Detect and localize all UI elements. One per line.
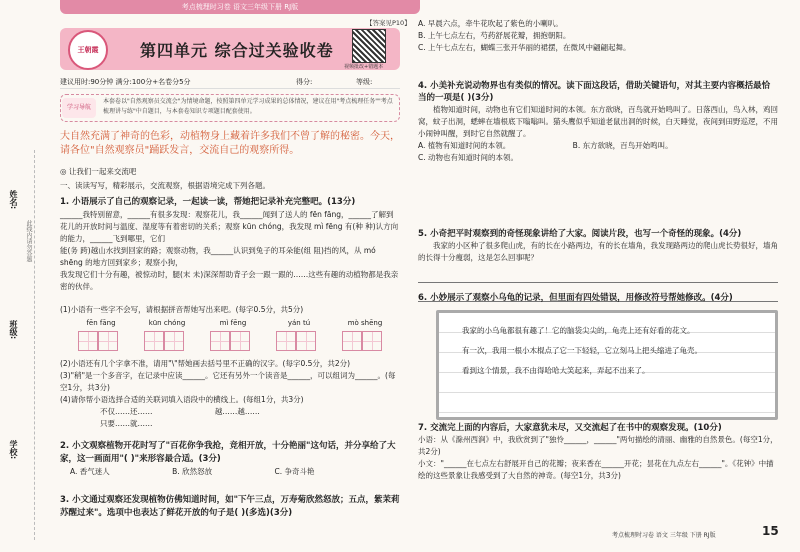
score-field: 得分: — [296, 78, 313, 86]
writing-grid — [70, 331, 400, 353]
pinyin-1: fēn fāng — [86, 319, 116, 327]
q5-text: 我家的小区种了很多爬山虎，有的长在小路两边，有的长在墙角，我发现路两边的爬山虎长势很好，墙角的长得十分瘦弱，这是怎么回事呢？ — [418, 241, 778, 262]
q6-box — [436, 310, 778, 420]
q4-title: 4. 小美补充说动物界也有类似的情况。读下面这段话，借助关键语句，对其主要内容概括最恰当的一项是( )(3分) — [418, 81, 771, 103]
tip-box — [60, 94, 400, 122]
grid-cell[interactable] — [144, 331, 164, 351]
conj-row — [60, 406, 400, 430]
time-info: 建议用时:90分钟 满分:100分+名卷分5分 — [60, 78, 191, 86]
q1-p1: ______我特别留意，______有很多发现：观察花儿，我______闻到了送人的 fēn fāng，______了解到花儿的开放时间与温度、湿度等有着密切的关系；观察 kūn chóng，我发现 mì fēng 有(种 种)认方向的能力，______飞到哪里，它们 — [60, 210, 399, 243]
q4-option-a[interactable]: A. 植物有知道时间的本领。 — [418, 141, 511, 150]
q4-option-b[interactable]: B. 东方欲晓，百鸟开始鸣叫。 — [572, 141, 673, 150]
q1-sub4: (4)请你帮小语选择合适的关联词填入语段中的横线上。(每组1分，共3分) — [60, 395, 304, 404]
conj-2: 越……越…… — [214, 407, 260, 416]
grid-cell[interactable] — [276, 331, 296, 351]
grid-cell[interactable] — [164, 331, 184, 351]
question-5 — [418, 228, 778, 302]
top-strip: 考点梳理时习卷 语文三年级下册 RJ版 — [60, 0, 420, 14]
grid-cell[interactable] — [210, 331, 230, 351]
right-option-a[interactable]: A. 早晨六点，牵牛花吹起了紫色的小喇叭。 — [418, 19, 563, 28]
grid-cell[interactable] — [296, 331, 316, 351]
q2-option-b[interactable]: B. 欣然怒放 — [172, 467, 213, 476]
cut-line — [34, 150, 35, 540]
name-label: 姓名: — [9, 190, 18, 210]
q5-title: 5. 小奇把平时观察到的奇怪现象讲给了大家。阅读片段，也写一个奇怪的现象。(4分) — [418, 229, 742, 239]
info-bar — [60, 76, 400, 89]
right-option-c[interactable]: C. 上午七点左右，蝴蝶三张开华丽的裙摆，在微风中翩翩起舞。 — [418, 43, 631, 52]
answer-ref: 【答案见P10】 — [366, 19, 411, 27]
q1-sub2: (2)小语还有几个字拿不准，请用"\"帮她画去括号里不正确的汉字。(每字0.5分，共2分) — [60, 359, 351, 368]
q7-a: 小语：从《滁州西涧》中，我欣赏到了"独怜______，______"两句描绘的清丽、幽雅的自然景色。(每空1分，共2分) — [418, 435, 778, 456]
right-options — [418, 18, 778, 54]
q1-sub3: (3)"稍"是一个多音字，在记录中应读______。它还有另外一个读音是______，可以组词为______。(每空1分，共3分) — [60, 371, 396, 392]
grid-cell[interactable] — [342, 331, 362, 351]
q1-sub1 — [60, 304, 400, 316]
tip-badge: 学习导航 — [62, 98, 96, 118]
left-margin — [0, 0, 38, 552]
class-label: 班级: — [9, 320, 18, 340]
q2-option-a[interactable]: A. 香气迷人 — [70, 467, 110, 476]
question-1 — [60, 196, 400, 293]
tip-text: 本套卷以"自然观察员交流会"为情境命题，按照第四单元学习成果的总体情况，建议在用"考点梳理任务""考点梳理讲与练"中自题目，与本套卷知识专项题目配套使用。 — [103, 98, 393, 115]
pinyin-2: kūn chóng — [148, 319, 186, 327]
intro2 — [60, 166, 400, 178]
q2-title: 2. 小文观察植物开花时写了"百花你争我抢，竞相开放，十分艳丽"这句话，并分享给了大家，这一画面用"( )"来形容最合适。(3分) — [60, 441, 396, 464]
q6-line-2[interactable]: 有一次，我用一根小木棍点了它一下轻轻，它立刻马上把头缩进了龟壳。 — [462, 346, 702, 355]
instruction — [60, 180, 400, 192]
footer-text: 考点梳理时习卷 语文 三年级 下册 RJ版 — [612, 532, 716, 539]
question-6 — [418, 292, 778, 304]
q1-title: 1. 小语展示了自己的观察记录，一起读一读，帮她把记录补充完整吧。(13分) — [60, 197, 356, 207]
conj-3: 只要……就…… — [100, 419, 153, 428]
pinyin-4: yán tú — [287, 319, 311, 327]
question-7 — [418, 422, 778, 482]
q2-options — [60, 466, 400, 478]
q5-answer-line[interactable] — [418, 264, 778, 283]
grid-cell[interactable] — [362, 331, 382, 351]
conj-1: 不仅……还…… — [100, 407, 153, 416]
grid-cell[interactable] — [98, 331, 118, 351]
school-label: 学校: — [9, 440, 18, 460]
qr-code-icon[interactable] — [352, 29, 386, 63]
grid-cell[interactable] — [78, 331, 98, 351]
grade-field: 等级: — [356, 78, 373, 86]
q6-line-3[interactable]: 看到这个情景，我不由得哈哈大笑起来，弄起不出来了。 — [462, 366, 650, 375]
q2-option-c[interactable]: C. 争奇斗艳 — [274, 467, 315, 476]
logo: 王朝霞 — [68, 30, 108, 70]
q6-title: 6. 小妙展示了观察小乌龟的记录，但里面有四处错误，用修改符号帮她修改。(4分) — [418, 293, 733, 303]
q1-sub1-text: (1)小语有一些字不会写，请根据拼音帮她写出来吧。(每字0.5分，共5分) — [60, 305, 304, 314]
question-4 — [418, 80, 778, 164]
q4-options — [418, 140, 778, 152]
intro-text: 大自然充满了神奇的色彩，动植物身上藏着许多我们不曾了解的秘密。今天，请各位"自然观察员"踊跃发言，交流自己的观察所得。 — [60, 131, 400, 156]
grid-cell[interactable] — [230, 331, 250, 351]
q1-p3: 我发现它们十分有趣，被惊动时，腿(末 未)深深帮助背子会一跟一跟的……这些有趣的动植物都是我亲密的伙伴。 — [60, 270, 399, 291]
question-3 — [60, 494, 400, 520]
intro2-text: ◎ 让我们一起来交流吧 — [60, 167, 137, 176]
qr-caption: 视频批改+错题本 — [344, 64, 384, 70]
q1-sub-rest — [60, 358, 400, 430]
unit-title: 第四单元 综合过关验收卷 — [140, 41, 334, 60]
right-option-b[interactable]: B. 上午七点左右，芍药舒展花瓣，拥抱朝阳。 — [418, 31, 571, 40]
pinyin-5: mò shēng — [347, 319, 383, 327]
page-number: 15 — [762, 524, 779, 538]
q6-line-1[interactable]: 我家的小乌龟都很有趣了！它的脑袋尖尖的，龟壳上还有好看的花文。 — [462, 326, 695, 335]
q1-p2: 能(务 跨)越山水找到回家的路；观察动物，我______认识到兔子的耳朵能(组 阻)挡的风，从 mó shēng 的地方回到家乡；观察小狗， — [60, 246, 376, 267]
q7-b: 小文："______在七点左右舒展开自己的花瓣；夜来香在______开花；昙花在九点左右______"。《花钟》中描绘的这些景象让我感受到了大自然的神奇。(每空1分，共3分) — [418, 459, 774, 480]
pinyin-3: mì fēng — [219, 319, 247, 327]
q3-title: 3. 小文通过观察还发现植物仿佛知道时间，如"下午三点，万寿菊欣然怒放；五点，紫茉莉苏醒过来"。选项中也表达了鲜花开放的句子是( )(多选)(3分) — [60, 495, 400, 518]
question-2 — [60, 440, 400, 478]
q7-title: 7. 交流完上面的内容后，大家意犹未尽，又交流起了在书中的观察发现。(10分) — [418, 423, 722, 433]
instruction-text: 一、读读写写，精彩展示，交流观察，根据语境完成下列各题。 — [60, 181, 270, 190]
q4-text: 植物知道时间，动物也有它们知道时间的本领。东方欲晓，百鸟就开始鸣叫了。日落西山，鸟入林，鸡回窝，蚊子出洞，蟋蟀在墙根底下嗡嗡叫。猫头鹰似乎知道老鼠出洞的时候，白天睡觉，夜间到田野巡逻，不用小闹钟叫醒，到时它自然就醒了。 — [418, 105, 778, 138]
q4-option-c[interactable]: C. 动物也有知道时间的本领。 — [418, 153, 519, 162]
margin-note: 此线内请勿答题 — [25, 220, 32, 262]
